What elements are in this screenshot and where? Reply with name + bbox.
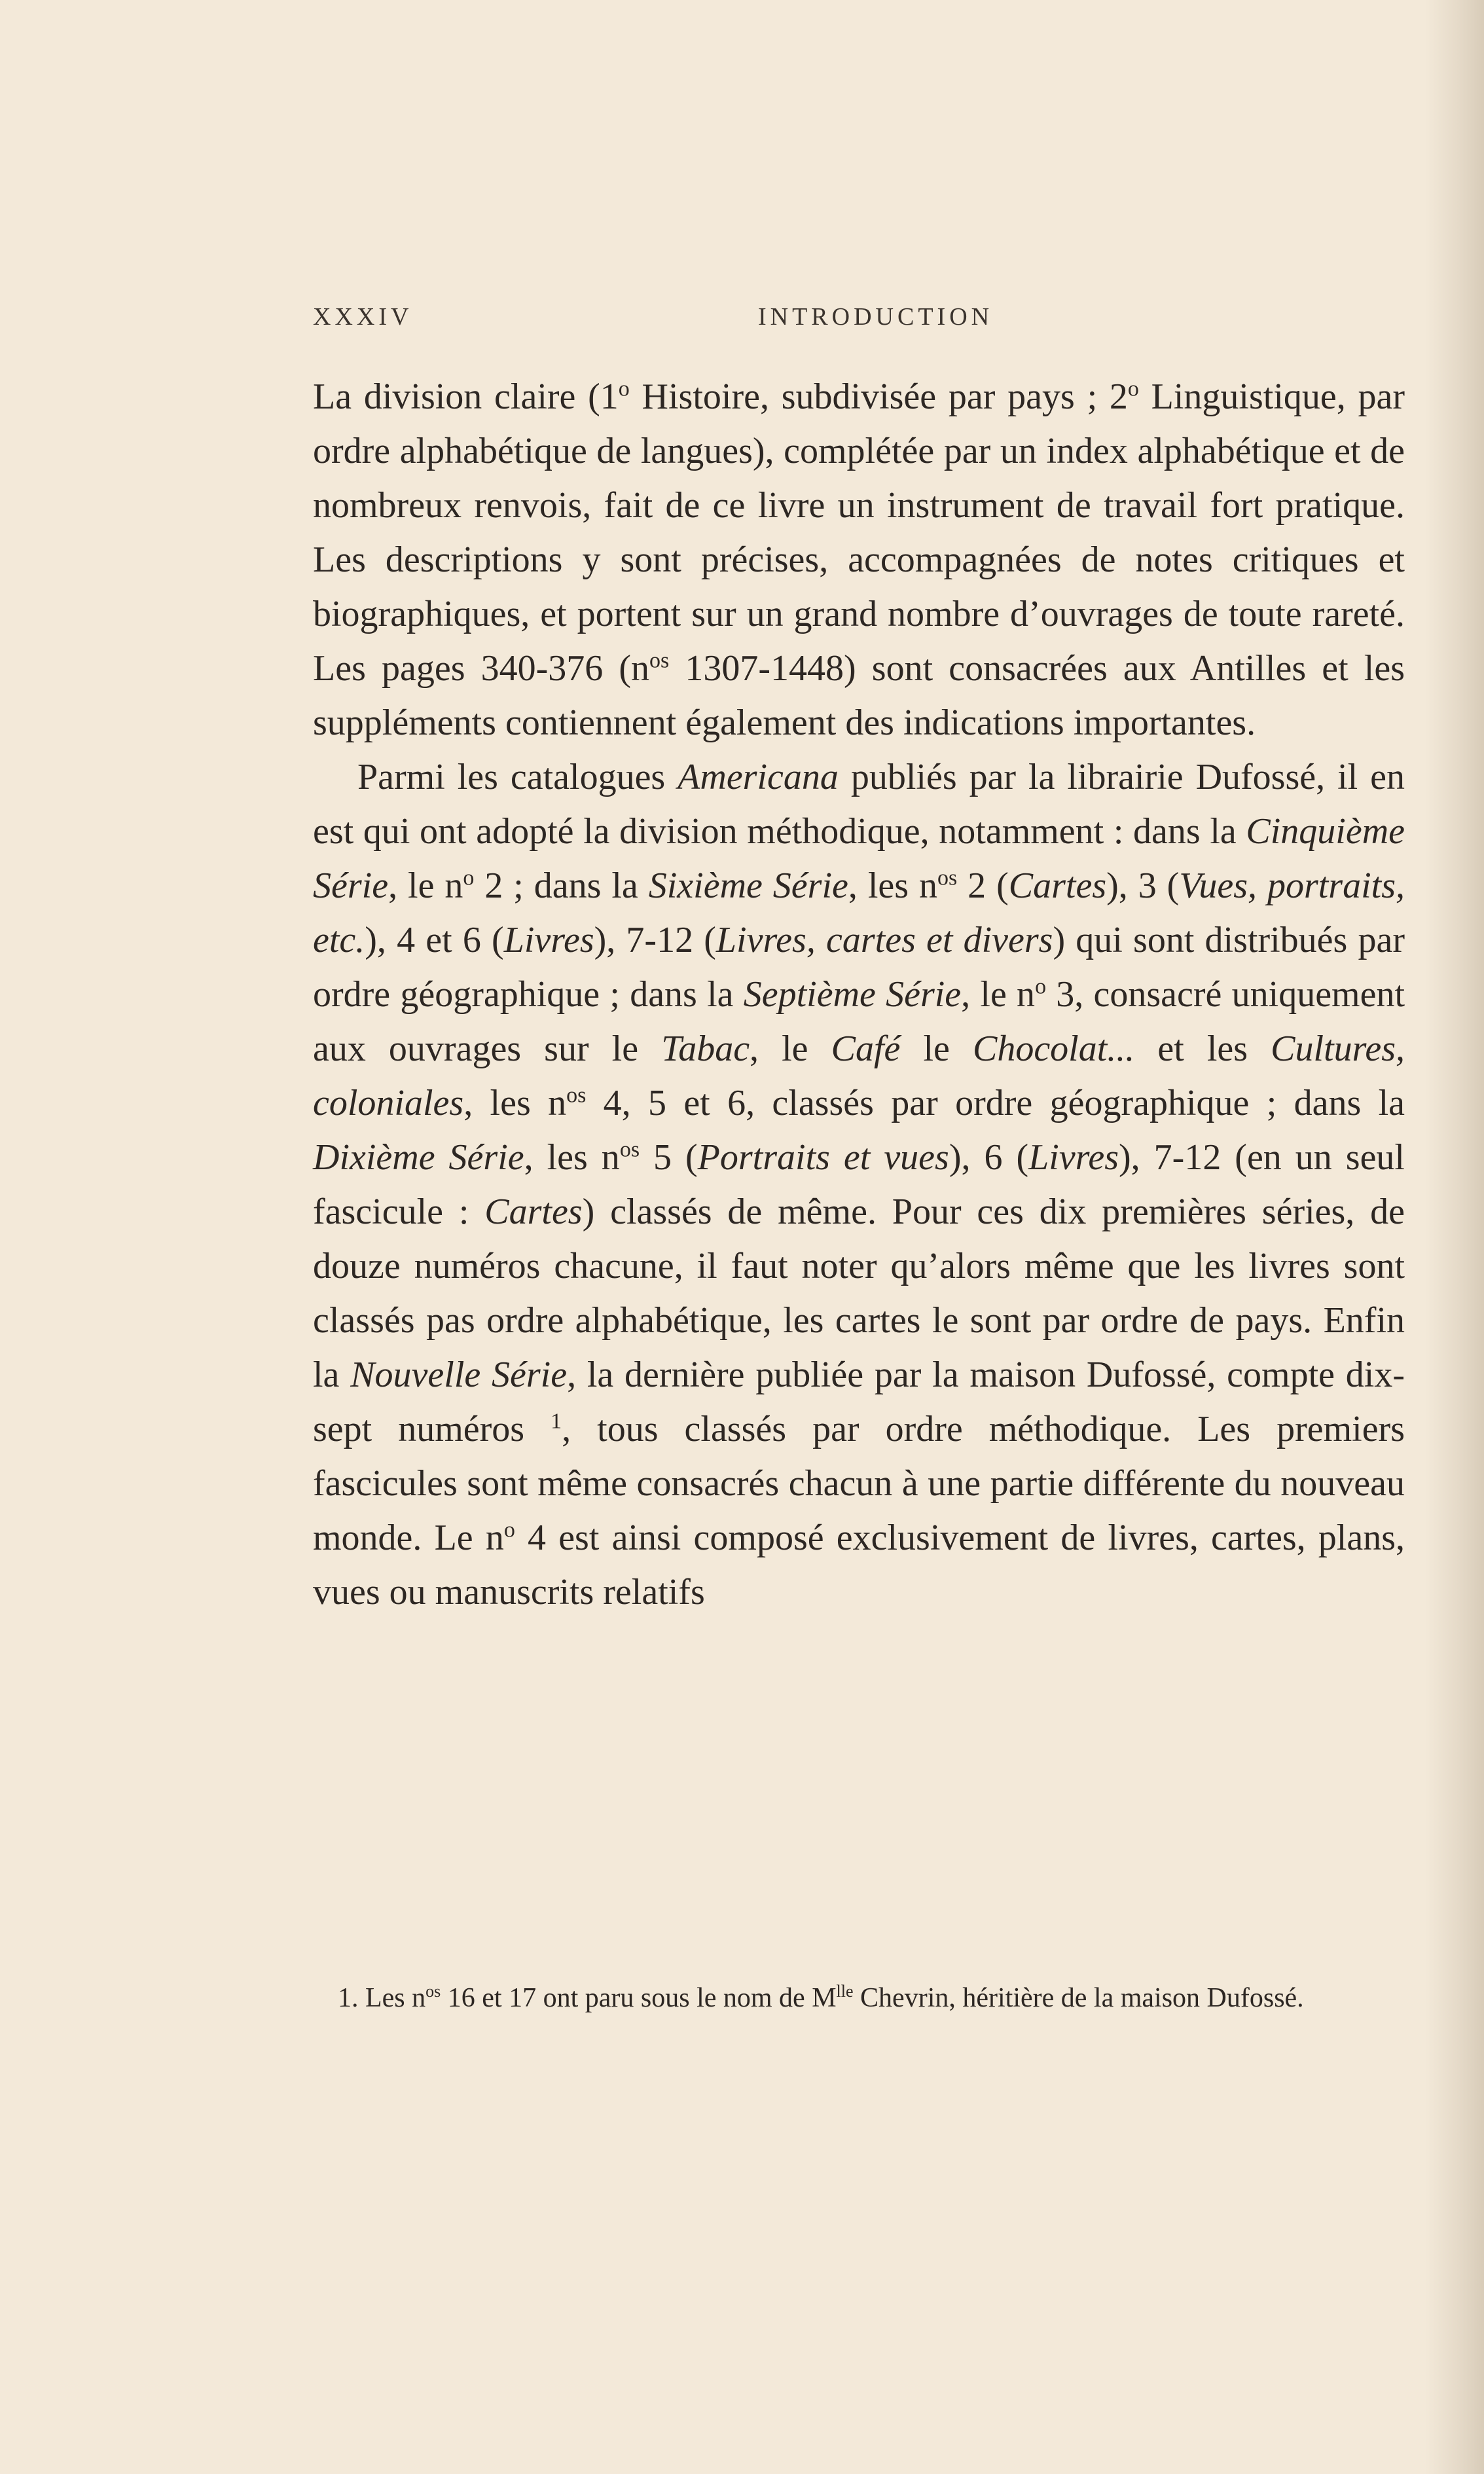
main-text bbox=[313, 370, 1405, 1620]
page-edge-shadow bbox=[1425, 0, 1484, 2474]
footnote-1: 1. Les $n^{os}$ 16 et 17 ont paru sous le nom de $M^{lle}$ Chevrin, héritière de la maison Dufossé. bbox=[338, 1982, 1304, 2013]
footnote-ref: 1 bbox=[551, 1409, 562, 1434]
running-title: INTRODUCTION bbox=[758, 303, 994, 331]
paragraph-1: La division claire (1$^o$ Histoire, subdivisée par pays ; 2$^o$ Linguistique, par ordre alphabétique de langues), complétée par un index alphabétique et de nombreux renvois, fait de ce livre un instrument de travail fort pratique. Les descriptions y sont précises, accompagnées de notes critiques et biographiques, et portent sur un grand nombre d’ouvrages de toute rareté. Les pages 340-376 ($n^{os}$ 1307-1448) sont consacrées aux Antilles et les suppléments contiennent également des indications importantes. bbox=[313, 376, 1405, 743]
paragraph-2: Parmi les catalogues Americana publiés par la librairie Dufossé, il en est qui ont adopté la division méthodique, notamment : dans la Cinquième Série, le $n^o$ 2 ; dans la Sixième Série, les $n^{os}$ 2 (Cartes), 3 (Vues, portraits, etc.), 4 et 6 (Livres), 7-12 (Livres, cartes et divers) qui sont distribués par ordre géographique ; dans la Septième Série, le $n^o$ 3, consacré uniquement aux ouvrages sur le Tabac, le Café le Chocolat... et les Cultures, coloniales, les $n^{os}$ 4, 5 et 6, classés par ordre géographique ; dans la Dixième Série, les $n^{os}$ 5 (Portraits et vues), 6 (Livres), 7-12 (en un seul fascicule : Cartes) classés de même. Pour ces dix premières séries, de douze numéros chacune, il faut noter qu’alors même que les livres sont classés pas ordre alphabétique, les cartes le sont par ordre de pays. Enfin la Nouvelle Série, la dernière publiée par la maison Dufossé, compte dix-sept numéros $^1$, tous classés par ordre méthodique. Les premiers fascicules sont même consacrés chacun à une partie différente du nouveau monde. Le $n^o$ 4 est ainsi composé exclusivement de livres, cartes, plans, vues ou manuscrits relatifs bbox=[313, 757, 1405, 1612]
footnote bbox=[313, 1980, 1405, 2016]
page-number: XXXIV bbox=[313, 303, 413, 331]
page-header bbox=[313, 302, 1406, 342]
